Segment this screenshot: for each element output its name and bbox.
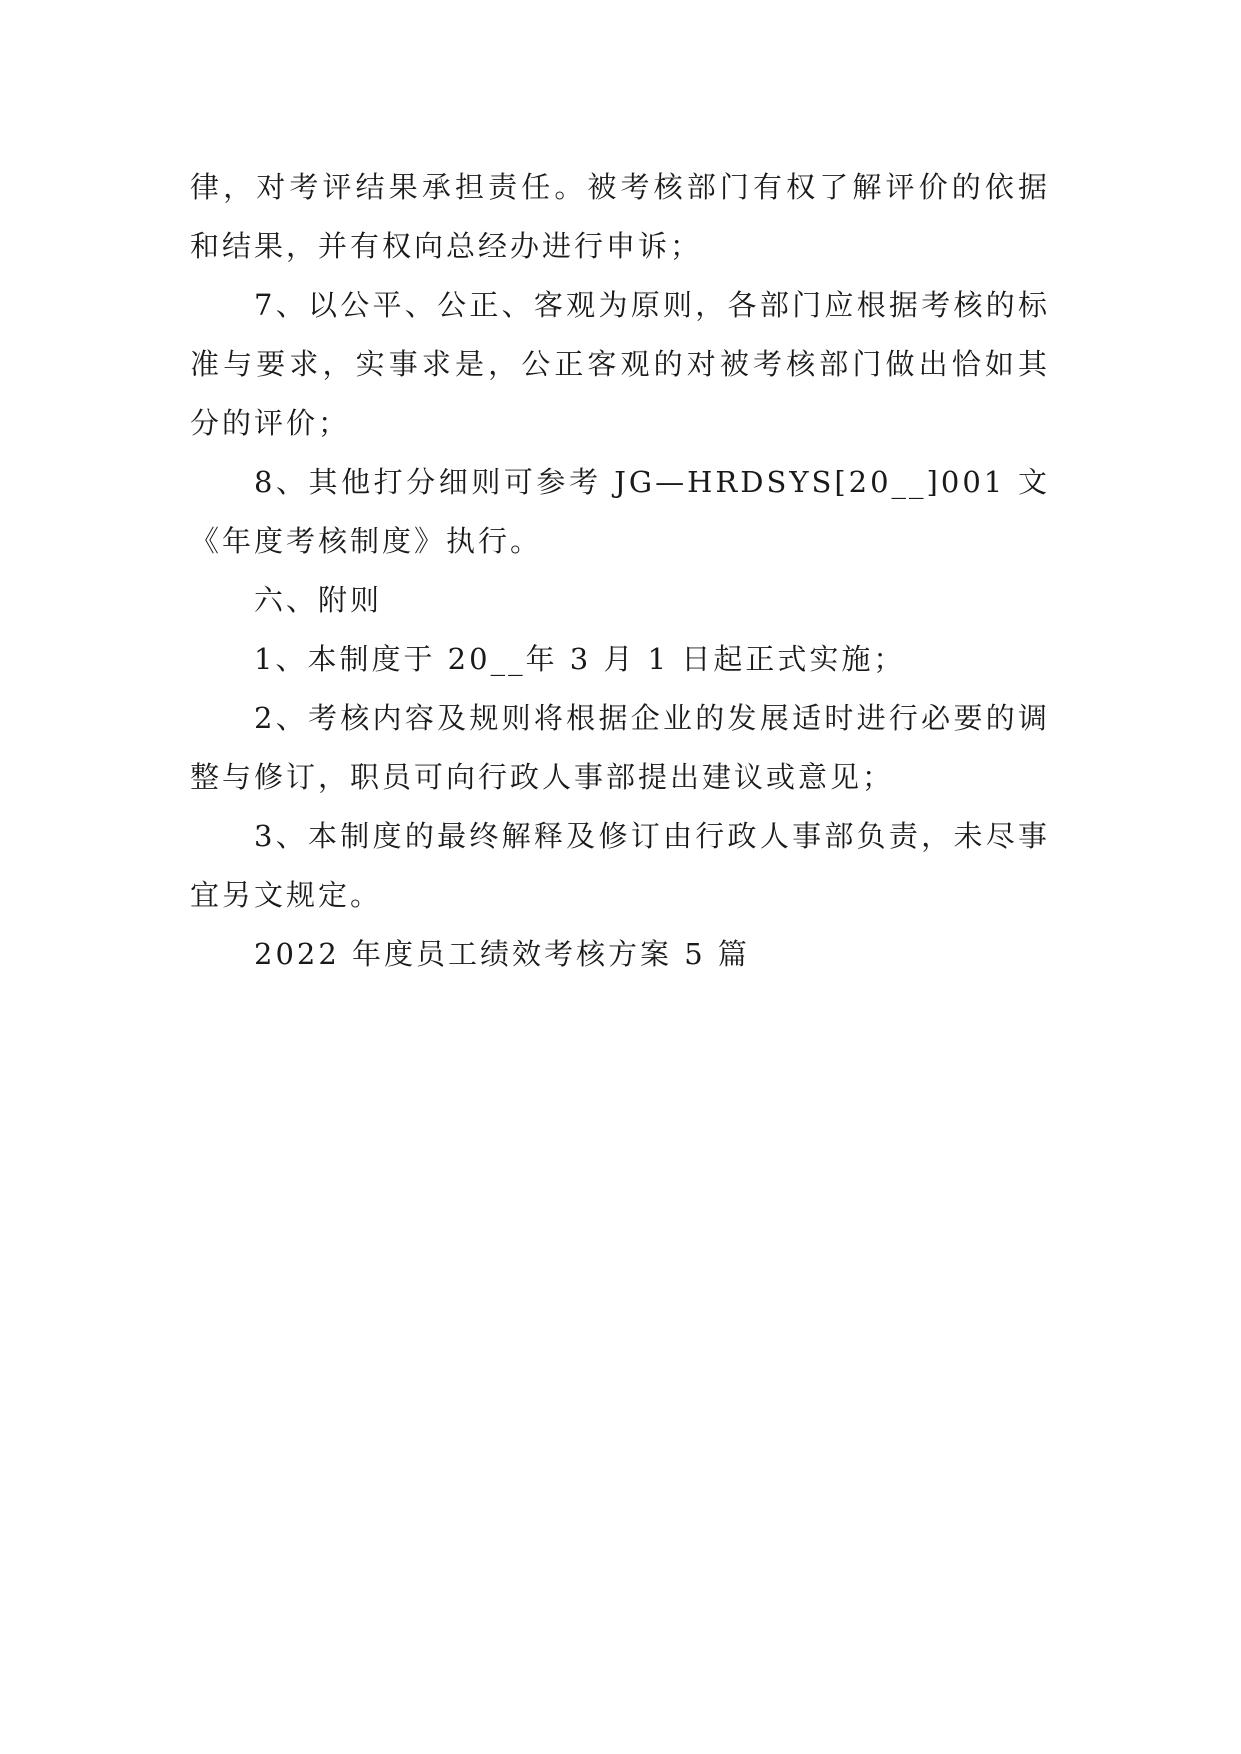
appendix-item-3: 3、本制度的最终解释及修订由行政人事部负责，未尽事宜另文规定。 (190, 819, 1050, 912)
paragraph-continuation: 律，对考评结果承担责任。被考核部门有权了解评价的依据和结果，并有权向总经办进行申诉； (190, 170, 1050, 263)
paragraph-item-8: 8、其他打分细则可参考 JG—HRDSYS[20__]001 文《年度考核制度》执行。 (190, 465, 1050, 558)
document-title-line: 2022 年度员工绩效考核方案 5 篇 (254, 937, 750, 971)
appendix-item-2: 2、考核内容及规则将根据企业的发展适时进行必要的调整与修订，职员可向行政人事部提出建议或意见； (190, 701, 1050, 794)
appendix-item-1: 1、本制度于 20__年 3 月 1 日起正式实施； (254, 642, 906, 676)
section-heading-appendix: 六、附则 (254, 583, 383, 617)
document-body (190, 158, 1050, 984)
paragraph-item-7: 7、以公平、公正、客观为原则，各部门应根据考核的标准与要求，实事求是，公正客观的对被考核部门做出恰如其分的评价； (190, 288, 1050, 440)
